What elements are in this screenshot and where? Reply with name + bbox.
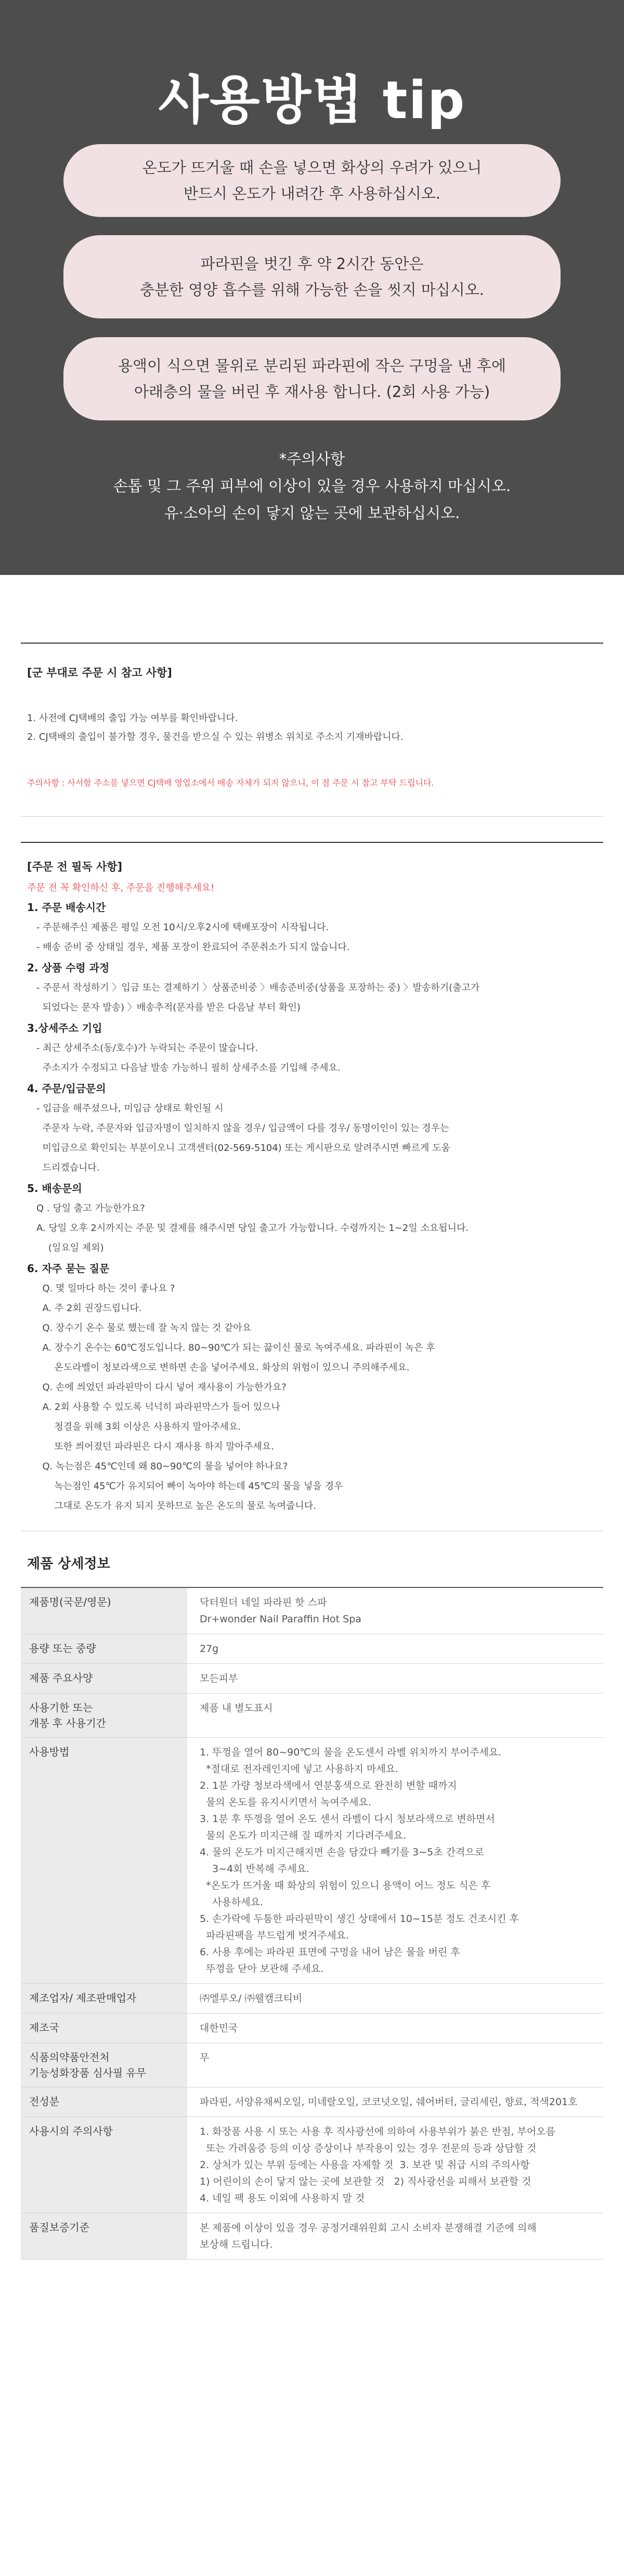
must-read-line: Q. 장수기 온수 물로 했는데 잘 녹지 않는 것 같아요 <box>36 1323 252 1334</box>
must-read-line: Q. 몇 일마다 하는 것이 좋나요 ? <box>36 1283 175 1294</box>
spec-value-line: 보상해 드립니다. <box>200 2239 273 2250</box>
spec-label: 사용시의 주의사항 <box>21 2117 187 2213</box>
tip-title: 사용방법 tip <box>158 70 466 131</box>
spec-value-line: 본 제품에 이상이 있을 경우 공정거래위원회 고시 소비자 분쟁해결 기준에 의해 <box>200 2222 537 2234</box>
spec-value <box>187 1634 603 1664</box>
military-order-notice <box>21 643 603 817</box>
military-notice-warning: 주의사항 : 사서함 주소를 넣으면 CJ택배 영업소에서 배송 자체가 되지 않으니, 이 점 주문 시 참고 부탁 드립니다. <box>27 778 434 788</box>
tip-pill-3 <box>63 337 561 420</box>
spec-label: 제조국 <box>21 2014 187 2043</box>
spec-row <box>21 2213 603 2260</box>
must-read-line: A. 주 2회 권장드립니다. <box>36 1303 142 1314</box>
spec-value-line: 4. 물의 온도가 미지근해지면 손을 담갔다 빼기를 3~5초 간격으로 <box>200 1847 485 1858</box>
tip-pill-2 <box>63 235 561 318</box>
spec-row <box>21 1587 603 1634</box>
spec-label: 품질보증기준 <box>21 2213 187 2260</box>
spec-row <box>21 2117 603 2213</box>
spec-value <box>187 1738 603 1984</box>
spec-value-line: 2. 상처가 있는 부위 등에는 사용을 자제할 것 3. 보관 및 취급 시의 주의사항 <box>200 2159 530 2171</box>
spec-value <box>187 2043 603 2087</box>
military-notice-title: [군 부대로 주문 시 참고 사항] <box>27 667 172 679</box>
must-read-line: - 배송 준비 중 상태일 경우, 제품 포장이 완료되어 주문취소가 되지 않습니다. <box>36 942 350 953</box>
must-read-notice <box>21 842 603 1531</box>
spec-value-line: 뚜껑을 닫아 보관해 주세요. <box>200 1963 324 1975</box>
product-spec-table <box>21 1587 603 2260</box>
spec-value <box>187 1694 603 1738</box>
spec-value-line: 모든피부 <box>200 1673 238 1684</box>
tip-pill-line: 충분한 영양 흡수를 위해 가능한 손을 씻지 마십시오. <box>139 281 485 299</box>
must-read-line: 미입금으로 확인되는 부분이오니 고객센터(02-569-5104) 또는 게시판으로 알려주시면 빠르게 도움 <box>36 1143 450 1154</box>
spec-value-line: 닥터원더 네일 파라핀 핫 스파 <box>200 1597 327 1608</box>
must-read-line: - 입금을 해주셨으나, 미입금 상태로 확인될 시 <box>36 1103 224 1114</box>
spec-value-line: 물의 온도를 유지시키면서 녹여주세요. <box>200 1797 371 1808</box>
spec-value-line: 27g <box>200 1643 219 1655</box>
must-read-line: Q. 손에 씌었던 파라핀막이 다시 넣어 재사용이 가능한가요? <box>36 1382 287 1393</box>
must-read-line: (일요일 제외) <box>36 1242 104 1253</box>
must-read-line: Q . 당일 출고 가능한가요? <box>36 1203 145 1214</box>
tip-pill-line: 아래층의 물을 버린 후 재사용 합니다. (2회 사용 가능) <box>134 383 490 401</box>
must-read-content <box>27 858 594 1516</box>
spec-label: 제품 주요사양 <box>21 1664 187 1694</box>
military-notice-lines <box>27 709 404 747</box>
tip-pill-1 <box>63 144 561 217</box>
tip-pill-line: 반드시 온도가 내려간 후 사용하십시오. <box>183 185 441 202</box>
spec-label: 사용방법 <box>21 1738 187 1984</box>
spec-label: 용량 또는 중량 <box>21 1634 187 1664</box>
must-read-line: - 주문해주신 제품은 평일 오전 10시/오후2시에 택배포장이 시작됩니다. <box>36 922 329 933</box>
spec-value-line: 파라핀, 서양유채씨오일, 미네랄오일, 코코넛오일, 쉐어버터, 글리세린, 향료, 적색201호 <box>200 2096 578 2108</box>
spec-value-line: 3. 1분 후 뚜껑을 열어 온도 센서 라벨이 다시 청보라색으로 변하면서 <box>200 1813 495 1825</box>
notice-heading: *주의사항 <box>279 450 345 468</box>
must-read-line: - 최근 상세주소(동/호수)가 누락되는 주문이 많습니다. <box>36 1043 258 1054</box>
spec-value-line: 사용하세요. <box>200 1896 263 1908</box>
spec-label: 식품의약품안전처 기능성화장품 심사필 유무 <box>21 2043 187 2087</box>
spec-value-line: 1) 어린이의 손이 닿지 않는 곳에 보관할 것 2) 직사광선을 피해서 보관할 것 <box>200 2176 531 2187</box>
must-read-line: 녹는점인 45℃가 유지되어 빠이 녹아야 하는데 45℃의 물을 넣을 경우 <box>36 1481 343 1492</box>
tip-pill-line: 파라핀을 벗긴 후 약 2시간 동안은 <box>200 255 424 273</box>
spec-title: 제품 상세정보 <box>27 1556 110 1572</box>
spec-value-line: 6. 사용 후에는 파라핀 표면에 구멍을 내어 남은 물을 버린 후 <box>200 1946 460 1958</box>
notice-line: 유·소아의 손이 닿지 않는 곳에 보관하십시오. <box>164 504 460 522</box>
spec-label: 사용기한 또는 개봉 후 사용기간 <box>21 1694 187 1738</box>
spec-value-line: 제품 내 별도표시 <box>200 1702 273 1714</box>
spec-value-line: 파라핀팩을 부드럽게 벗겨주세요. <box>200 1930 349 1941</box>
must-read-section-heading: 1. 주문 배송시간 <box>27 901 106 914</box>
must-read-alert: 주문 전 꼭 확인하신 후, 주문을 진행해주세요! <box>27 882 215 893</box>
spec-row <box>21 2087 603 2117</box>
spec-value <box>187 1984 603 2014</box>
spec-label: 제조업자/ 제조판매업자 <box>21 1984 187 2014</box>
spec-value <box>187 2087 603 2117</box>
must-read-line: Q. 녹는점은 45℃인데 왜 80~90℃의 물을 넣어야 하나요? <box>36 1461 288 1472</box>
must-read-line: 그대로 온도가 유지 되지 못하므로 높은 온도의 물로 녹여줍니다. <box>36 1501 316 1511</box>
must-read-line: 주소지가 수정되고 다음날 발송 가능하니 필히 상세주소를 기입해 주세요. <box>36 1062 341 1073</box>
must-read-section-heading: 2. 상품 수령 과정 <box>27 962 110 974</box>
must-read-line: 온도라벨이 청보라색으로 변하면 손을 넣어주세요. 화상의 위험이 있으니 주의해주세요. <box>36 1362 410 1373</box>
must-read-line: 되었다는 문자 발송) 〉배송추적(문자를 받은 다음날 부터 확인) <box>36 1002 301 1013</box>
must-read-section-heading: 4. 주문/입금문의 <box>27 1082 106 1095</box>
spec-row <box>21 2043 603 2087</box>
spec-value <box>187 1664 603 1694</box>
must-read-line: 청결을 위해 3회 이상은 사용하지 말아주세요. <box>36 1421 241 1432</box>
must-read-line: 또한 씌어졌던 파라핀은 다시 재사용 하지 말아주세요. <box>36 1441 274 1452</box>
spec-row <box>21 1694 603 1738</box>
tip-notice <box>0 445 624 527</box>
must-read-line: A. 장수기 온수는 60℃정도입니다. 80~90℃가 되는 끓이신 물로 녹여주세요. 파라핀이 녹은 후 <box>36 1342 435 1353</box>
spec-label: 전성분 <box>21 2087 187 2117</box>
military-notice-line: 2. CJ택배의 출입이 불가할 경우, 물건을 받으실 수 있는 위병소 위치로 주소지 기재바랍니다. <box>27 732 404 742</box>
spec-row <box>21 1664 603 1694</box>
must-read-line: 드리겠습니다. <box>36 1162 100 1173</box>
must-read-line: 주문자 누락, 주문자와 입금자명이 일치하지 않을 경우/ 입금액이 다를 경우/ 동명이인이 있는 경우는 <box>36 1123 449 1134</box>
spec-value-line: 무 <box>200 2052 210 2064</box>
spec-value-line: 물의 온도가 미지근해 질 때까지 기다려주세요. <box>200 1830 407 1841</box>
spec-value-line: 1. 화장품 사용 시 또는 사용 후 직사광선에 의하여 사용부위가 붉은 반점, 부어오름 <box>200 2126 555 2137</box>
spec-value-line: 3~4회 반복해 주세요. <box>200 1863 309 1875</box>
spec-value-line: 4. 네일 팩 용도 이외에 사용하지 말 것 <box>200 2193 365 2204</box>
spec-value-line: 또는 가려움증 등의 이상 증상이나 부작용이 있는 경우 전문의 등과 상담할 것 <box>200 2143 537 2154</box>
must-read-line: A. 당일 오후 2시까지는 주문 및 결제를 해주시면 당일 출고가 가능합니다. 수령까지는 1~2일 소요됩니다. <box>36 1223 469 1234</box>
spec-value-line: Dr+wonder Nail Paraffin Hot Spa <box>200 1613 361 1625</box>
spec-row <box>21 1738 603 1984</box>
spec-value-line: ㈜엘루오/ ㈜웰캠크티비 <box>200 1993 303 2004</box>
spec-value <box>187 2014 603 2043</box>
military-notice-line: 1. 사전에 CJ택배의 출입 가능 여부를 확인바랍니다. <box>27 713 238 724</box>
spec-value-line: *온도가 뜨거울 때 화상의 위험이 있으니 용액이 어느 정도 식은 후 <box>200 1880 491 1891</box>
spec-value-line: 대한민국 <box>200 2022 238 2034</box>
spec-row <box>21 1984 603 2014</box>
spec-value <box>187 2213 603 2260</box>
spec-row <box>21 1634 603 1664</box>
usage-tip-banner <box>0 0 624 575</box>
must-read-section-heading: 3.상세주소 기입 <box>27 1022 102 1034</box>
spec-value <box>187 2117 603 2213</box>
must-read-line: - 주문서 작성하기 〉입금 또는 결제하기 〉상품준비중 〉배송준비중(상품을 포장하는 중) 〉발송하기(출고가 <box>36 982 480 993</box>
notice-line: 손톱 및 그 주위 피부에 이상이 있을 경우 사용하지 마십시오. <box>113 477 511 495</box>
spec-value-line: 2. 1분 가량 청보라색에서 연분홍색으로 완전히 변할 때까지 <box>200 1780 457 1791</box>
tip-pill-line: 용액이 식으면 물위로 분리된 파라핀에 작은 구멍을 낸 후에 <box>118 357 506 375</box>
spec-value-line: *절대로 전자레인지에 넣고 사용하지 마세요. <box>200 1763 399 1775</box>
spec-value <box>187 1587 603 1634</box>
spec-label: 제품명(국문/영문) <box>21 1587 187 1634</box>
must-read-line: A. 2회 사용할 수 있도록 넉넉히 파라핀막스가 들어 있으나 <box>36 1402 280 1413</box>
must-read-title: [주문 전 필독 사항] <box>27 861 123 873</box>
spec-value-line: 1. 뚜껑을 열어 80~90℃의 물을 온도센서 라벨 위치까지 부어주세요. <box>200 1747 502 1758</box>
must-read-section-heading: 5. 배송문의 <box>27 1182 82 1195</box>
must-read-section-heading: 6. 자주 묻는 질문 <box>27 1262 110 1275</box>
tip-pill-line: 온도가 뜨거울 때 손을 넣으면 화상의 우려가 있으니 <box>142 159 482 176</box>
spec-row <box>21 2014 603 2043</box>
spec-value-line: 5. 손가락에 두툼한 파라핀막이 생긴 상태에서 10~15분 정도 건조시킨 후 <box>200 1913 519 1925</box>
